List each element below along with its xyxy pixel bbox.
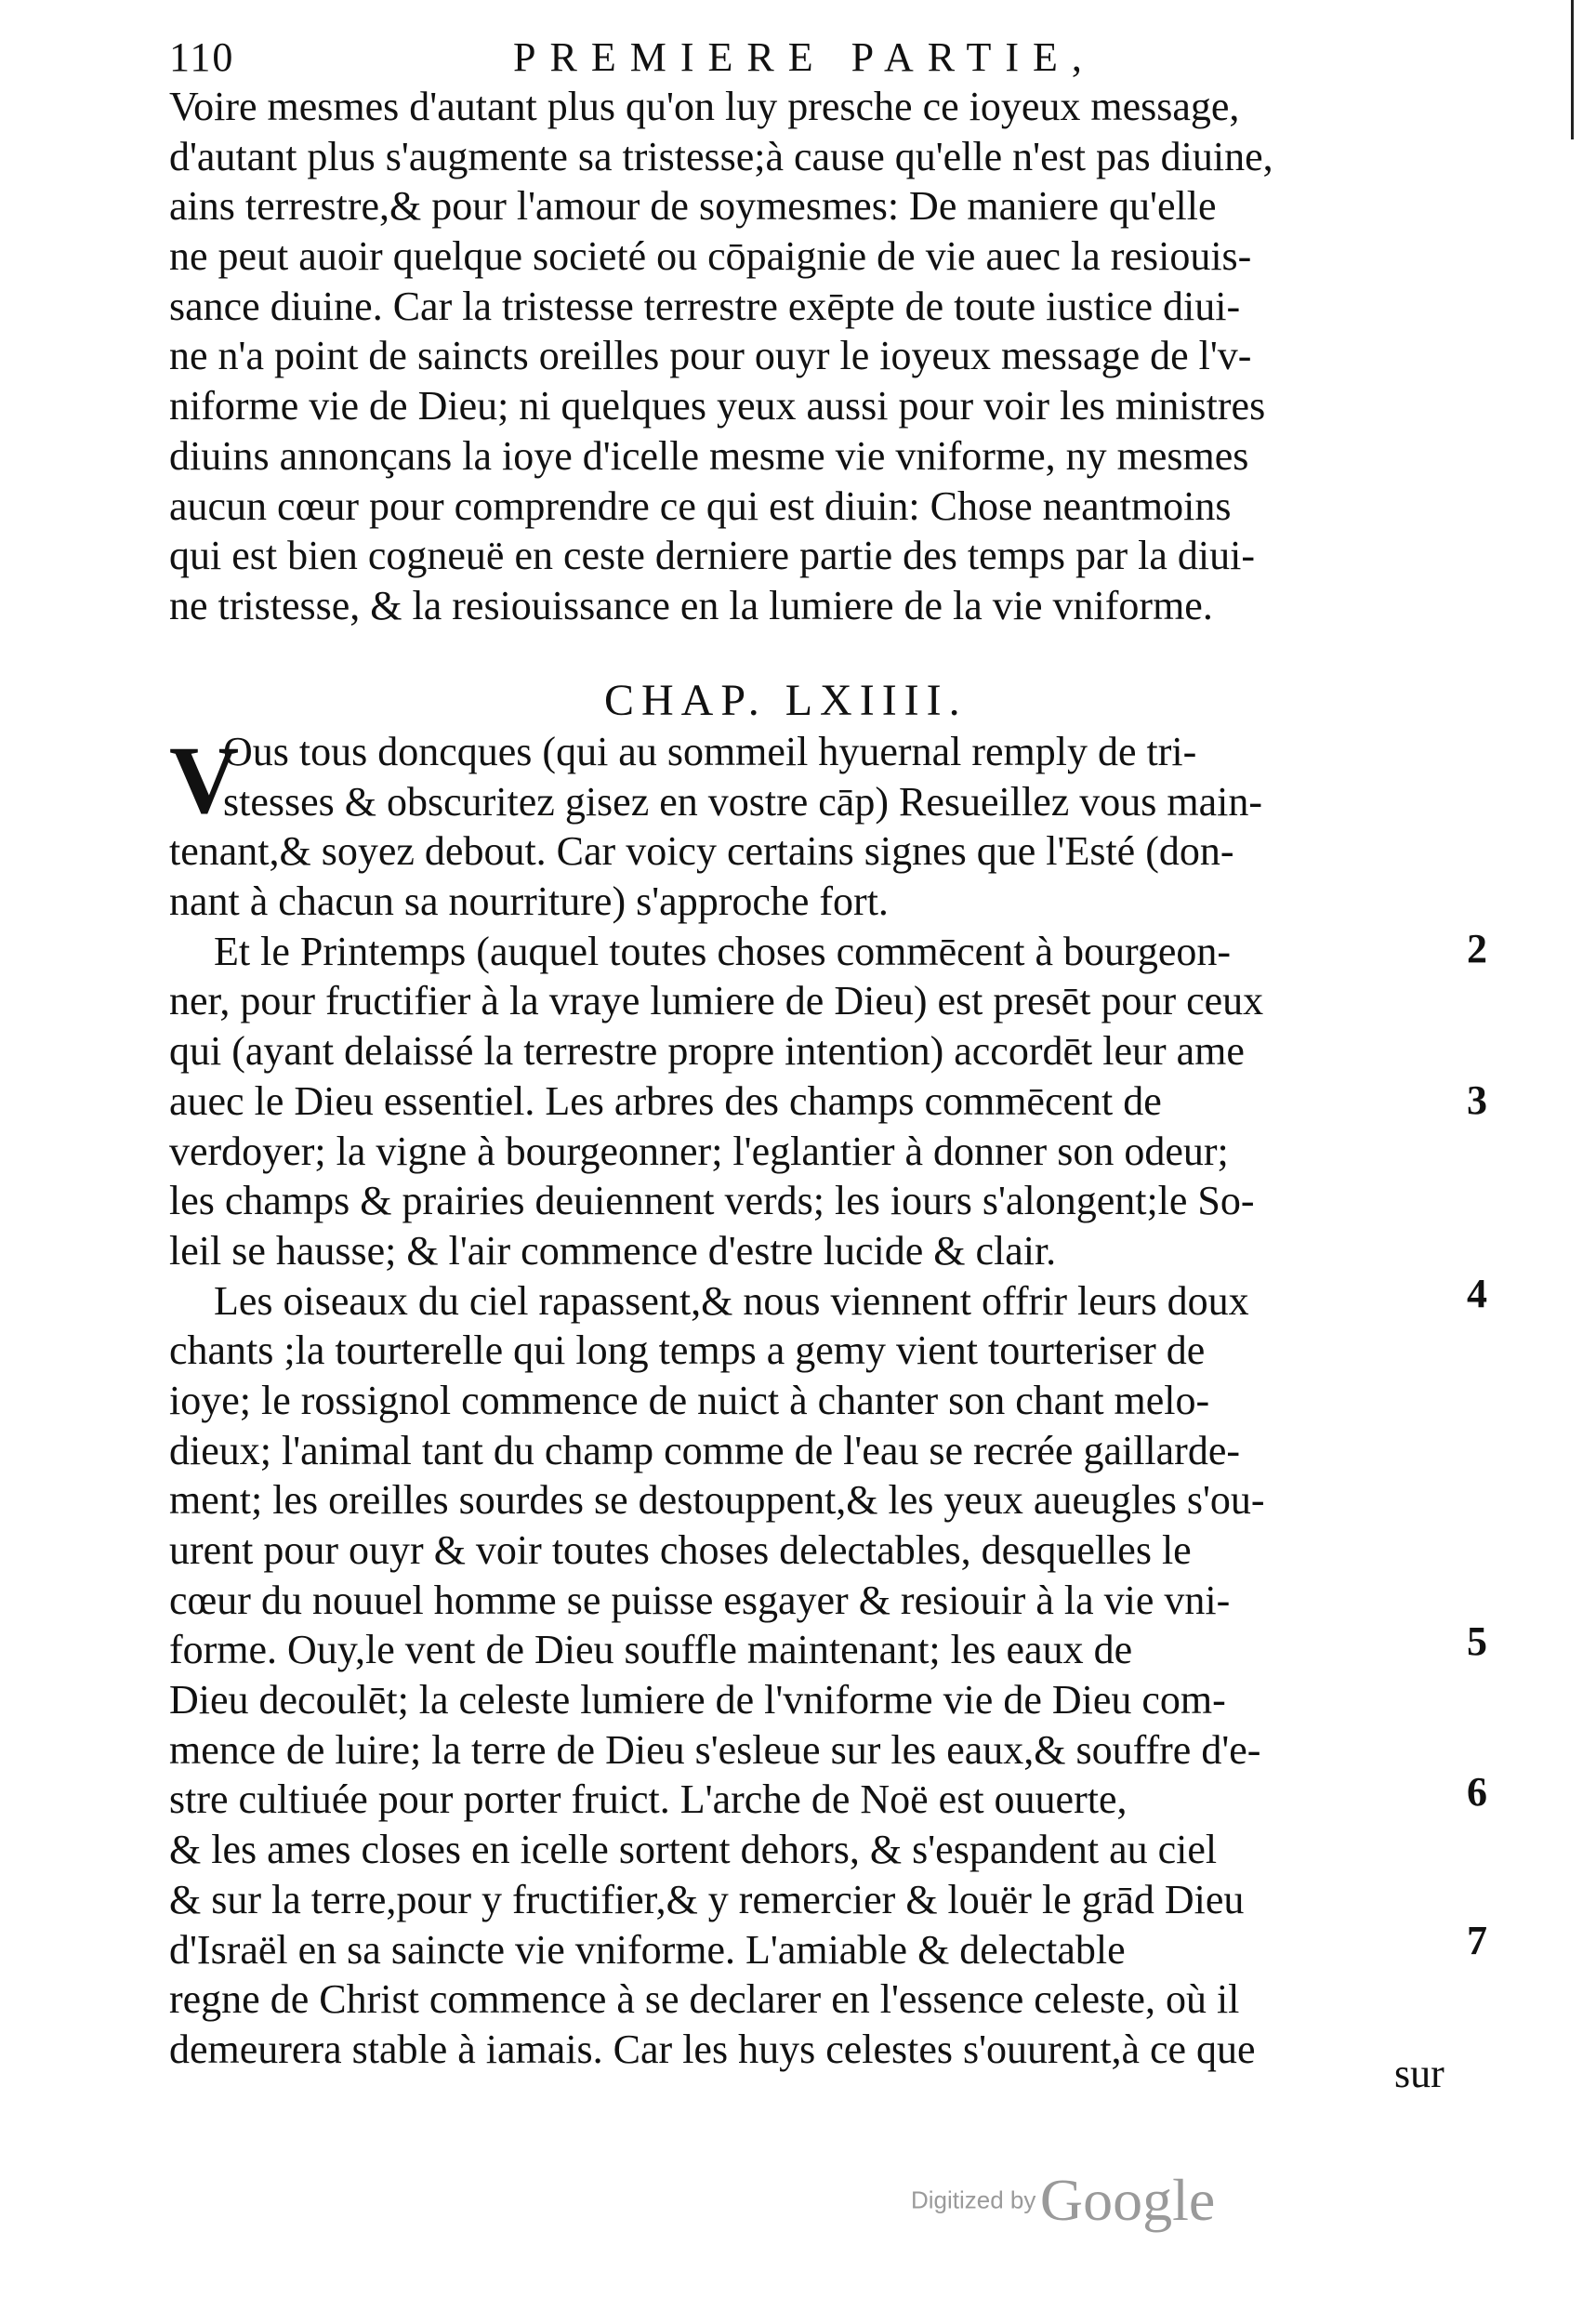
text-line: Ous tous doncques (qui au sommeil hyuernal remply de tri- [223, 729, 1197, 774]
chapter-heading: CHAP. LXIIII. [604, 676, 968, 725]
text-line: ains terrestre,& pour l'amour de soymesmes: De maniere qu'elle [169, 183, 1217, 230]
text-line: & les ames closes en icelle sortent dehors, & s'espandent au ciel [169, 1827, 1218, 1873]
text-line: chants ;la tourterelle qui long temps a gemy vient tourteriser de [169, 1327, 1206, 1374]
text-line: ne peut auoir quelque societé ou cōpaignie de vie auec la resiouis- [169, 233, 1252, 280]
text-line: verdoyer; la vigne à bourgeonner; l'eglantier à donner son odeur; [169, 1128, 1229, 1174]
verse-number: 2 [1467, 926, 1487, 971]
text-line: Et le Printemps (auquel toutes choses commēcent à bourgeon- [214, 928, 1232, 974]
text-line: stesses & obscuritez gisez en vostre cāp) Resueillez vous main- [223, 778, 1263, 825]
google-logo: Google [1039, 2167, 1216, 2233]
text-line: d'autant plus s'augmente sa tristesse;à cause qu'elle n'est pas diuine, [169, 133, 1273, 179]
text-line: nant à chacun sa nourriture) s'approche fort. [169, 878, 889, 925]
text-line: leil se hausse; & l'air commence d'estre lucide & clair. [169, 1227, 1057, 1274]
text-line: auec le Dieu essentiel. Les arbres des champs commēcent de [169, 1077, 1162, 1124]
text-line: tenant,& soyez debout. Car voicy certains signes que l'Esté (don- [169, 828, 1234, 875]
text-line: mence de luire; la terre de Dieu s'esleue sur les eaux,& souffre d'e- [169, 1726, 1261, 1773]
text-line: ne n'a point de saincts oreilles pour ouyr le ioyeux message de l'v- [169, 333, 1252, 379]
text-line: niforme vie de Dieu; ni quelques yeux aussi pour voir les ministres [169, 383, 1266, 429]
text-line: les champs & prairies deuiennent verds; les iours s'alongent;le So- [169, 1178, 1255, 1224]
text-line: cœur du nouuel homme se puisse esgayer & resiouir à la vie vni- [169, 1577, 1231, 1623]
text-line: aucun cœur pour comprendre ce qui est diuin: Chose neantmoins [169, 482, 1232, 529]
text-line: ne tristesse, & la resiouissance en la lumiere de la vie vniforme. [169, 582, 1213, 628]
text-line: Les oiseaux du ciel rapassent,& nous viennent offrir leurs doux [214, 1277, 1249, 1324]
drop-cap: V [169, 727, 240, 834]
text-line: ner, pour fructifier à la vraye lumiere de Dieu) est presēt pour ceux [169, 978, 1264, 1024]
text-line: demeurera stable à iamais. Car les huys celestes s'ouurent,à ce que [169, 2026, 1256, 2072]
text-line: qui (ayant delaissé la terrestre propre intention) accordēt leur ame [169, 1028, 1245, 1075]
text-line: & sur la terre,pour y fructifier,& y remercier & louër le grād Dieu [169, 1876, 1245, 1922]
page-header [169, 33, 1452, 89]
text-line: Dieu decoulēt; la celeste lumiere de l'vniforme vie de Dieu com- [169, 1677, 1226, 1723]
catchword: sur [1394, 2051, 1444, 2096]
text-line: diuins annonçans la ioye d'icelle mesme vie vniforme, ny mesmes [169, 432, 1249, 479]
text-line: Voire mesmes d'autant plus qu'on luy presche ce ioyeux message, [169, 84, 1240, 129]
watermark-prefix: Digitized by [911, 2185, 1036, 2214]
verse-number: 6 [1467, 1769, 1487, 1815]
chapter-body [169, 727, 1461, 2075]
text-line: forme. Ouy,le vent de Dieu souffle maintenant; les eaux de [169, 1627, 1133, 1673]
text-line: d'Israël en sa saincte vie vniforme. L'amiable & delectable [169, 1926, 1126, 1973]
page-number: 110 [169, 34, 235, 80]
text-line: ment; les oreilles sourdes se destouppent,& les yeux aueugles s'ou- [169, 1477, 1265, 1524]
verse-number: 7 [1467, 1918, 1487, 1963]
verse-number: 5 [1467, 1618, 1487, 1664]
digitized-watermark [911, 2166, 1215, 2235]
text-line: regne de Christ commence à se declarer en l'essence celeste, où il [169, 1976, 1240, 2023]
text-line: urent pour ouyr & voir toutes choses delectables, desquelles le [169, 1527, 1192, 1573]
text-line: ioye; le rossignol commence de nuict à chanter son chant melo- [169, 1377, 1210, 1423]
text-line: sance diuine. Car la tristesse terrestre exēpte de toute iustice diui- [169, 283, 1241, 329]
page-edge-rule [1571, 0, 1574, 139]
text-line: stre cultiuée pour porter fruict. L'arche de Noë est ouuerte, [169, 1776, 1128, 1823]
text-line: dieux; l'animal tant du champ comme de l'eau se recrée gaillarde- [169, 1427, 1241, 1473]
text-line: qui est bien cogneuë en ceste derniere partie des temps par la diui- [169, 533, 1255, 579]
running-head: PREMIERE PARTIE, [513, 34, 1096, 80]
verse-number: 4 [1467, 1271, 1487, 1316]
paragraph-continuation [169, 82, 1461, 631]
verse-number: 3 [1467, 1077, 1487, 1123]
